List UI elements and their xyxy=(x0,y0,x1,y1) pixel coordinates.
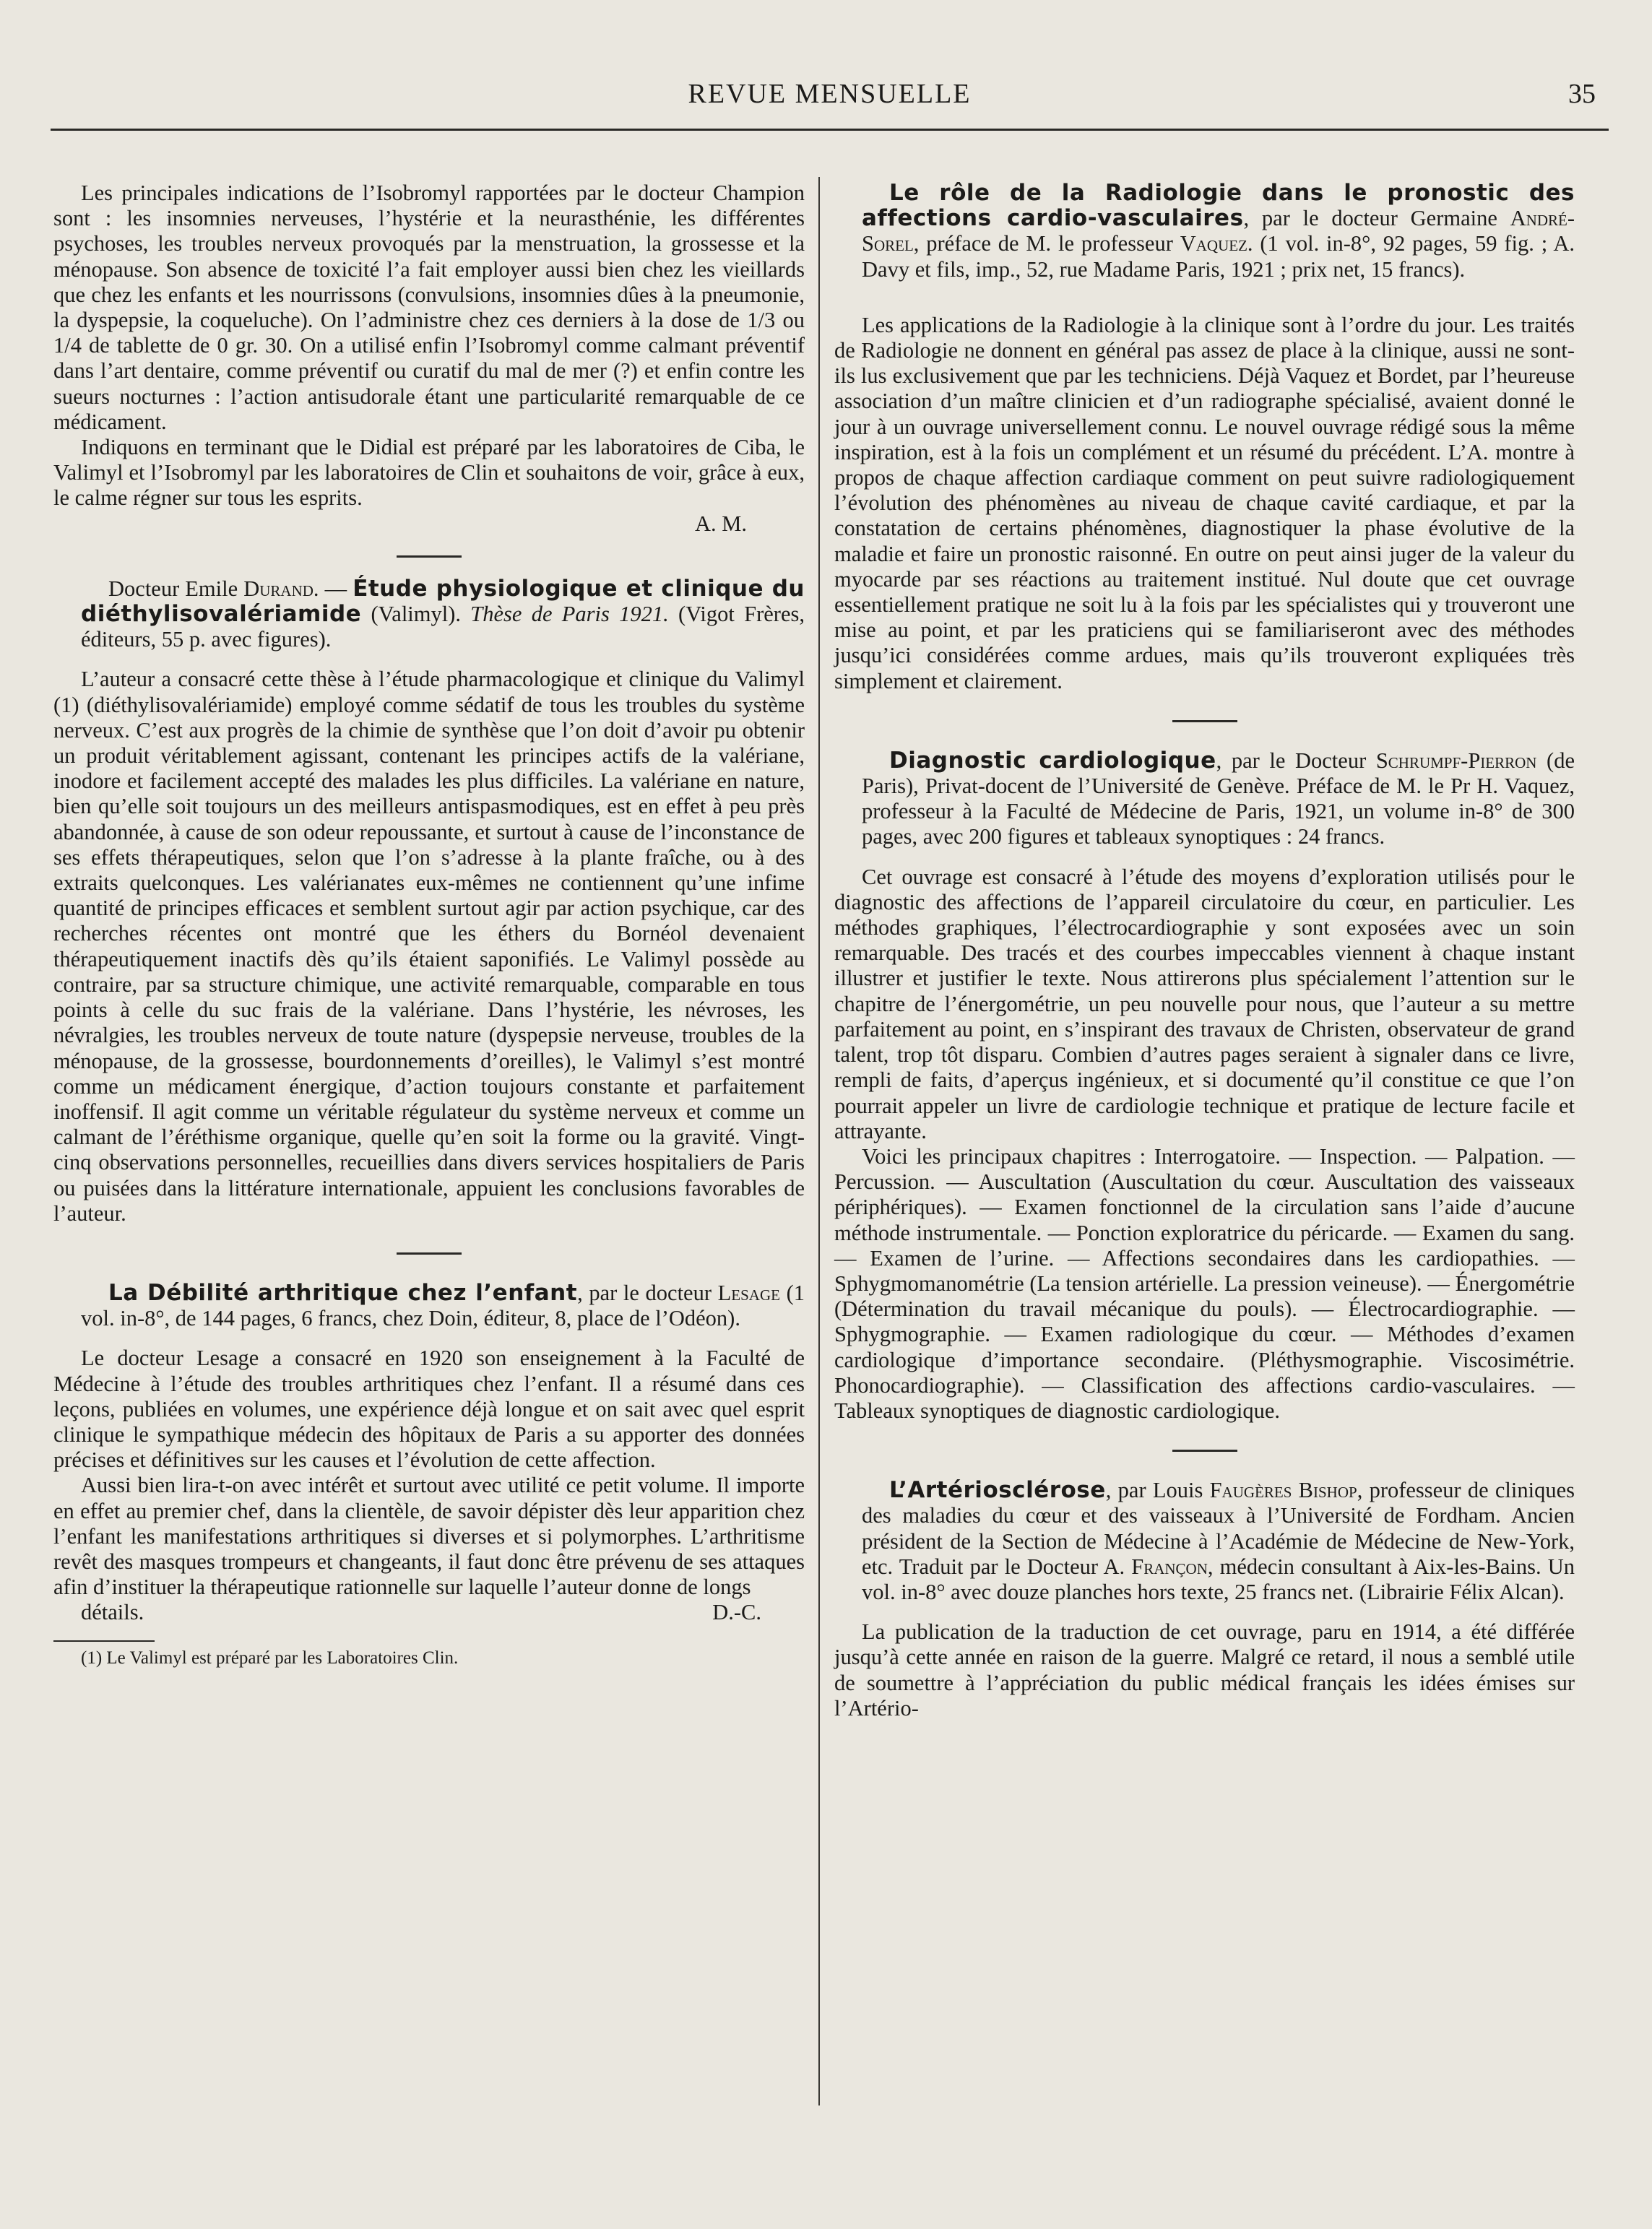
review-title: Diagnostic cardiologique xyxy=(889,747,1216,774)
header-rule xyxy=(51,129,1609,131)
author-name: André-Sorel xyxy=(862,206,1575,256)
author-name: Schrumpf-Pierron xyxy=(1375,748,1537,773)
section-separator xyxy=(397,555,462,558)
review-body-arteriosclerose: La publication de la traduction de cet ouvrage, paru en 1914, a été différée jusqu’à cette année en raison de la guerre. Malgré ce retard, il nous a semblé utile de soumettre à l’appréciation du public médical français les idées émises sur l’Artério- xyxy=(834,1619,1575,1721)
running-head xyxy=(51,78,1609,121)
section-separator xyxy=(1172,1450,1237,1452)
right-column xyxy=(834,181,1575,1721)
review-title: Le rôle de la Radiologie dans le pronostic des affections cardio-vasculaires xyxy=(862,180,1575,232)
review-body-durand: L’auteur a consacré cette thèse à l’étude pharmacologique et clinique du Valimyl (1) (diéthylisovalériamide) employé comme sédatif de tous les troubles du système nerveux. C’est aux progrès de la chimie de synthèse que l’on doit d’avoir pu obtenir un produit véritablement agissant, contenant les principes actifs de la valériane, inodore et facilement accepté des malades les plus difficiles. La valériane en nature, bien qu’elle soit toujours un des meilleurs antispasmodiques, est en effet à peu près abandonnée, à cause de son odeur repoussante, et surtout à cause de l’inconstance de ses effets thérapeutiques, selon que l’on s’adresse à la plante fraîche, ou à des extraits quelconques. Les valérianates eux-mêmes ne contiennent qu’une infime quantité de principes efficaces et semblent surtout agir par action psychique, car des recherches récentes ont montré que les éthers du Bornéol devenaient thérapeutiquement inactifs dès qu’ils étaient saponifiés. Le Valimyl possède au contraire, par sa structure chimique, une activité remarquable, comparable en tous points à celle du suc frais de la valériane. Dans l’hystérie, les névroses, les névralgies, les troubles nerveux de toute nature (dyspepsie nerveuse, troubles de la ménopause, de la grossesse, bourdonnements d’oreilles), le Valimyl s’est montré comme un médicament énergique, d’action toujours constante et parfaitement inoffensif. Il agit comme un véritable régulateur du système nerveux et comme un calmant de l’éréthisme organique, quelle qu’en soit la forme ou la gravité. Vingt-cinq observations personnelles, recueillies dans divers services hospitaliers de Paris ou puisées dans la littérature internationale, appuient les conclusions favorables de l’auteur. xyxy=(53,667,805,1226)
page-number: 35 xyxy=(1568,79,1596,109)
review-heading-durand: Docteur Emile Durand. — Étude physiologique et clinique du diéthylisovalériamide (Valimyl). Thèse de Paris 1921. (Vigot Frères, éditeurs, 55 p. avec figures). xyxy=(81,575,805,652)
review-signature: D.-C. xyxy=(712,1600,761,1625)
review-body-lesage-2: Aussi bien lira-t-on avec intérêt et surtout avec utilité ce petit volume. Il importe en effet au premier chef, dans la clientèle, de savoir dépister dès leur apparition chez l’enfant les manifestations arthritiques si diverses et si polymorphes. L’arthritisme revêt des masques trompeurs et changeants, il faut donc être prévenu de ses attaques afin d’instituer la thérapeutique rationnelle sur laquelle l’auteur donne de longs xyxy=(53,1473,805,1600)
intro-paragraph-2: Indiquons en terminant que le Didial est préparé par les laboratoires de Ciba, le Valimyl et l’Isobromyl par les laboratoires de Clin et souhaitons de voir, grâce à eux, le calme régner sur tous les esprits. xyxy=(53,435,805,511)
review-heading-arteriosclerose: L’Artériosclérose, par Louis Faugères Bishop, professeur de cliniques des maladies du cœur et des vaisseaux à l’Université de Fordham. Ancien président de la Section de Médecine à l’Académie de Médecine de New-York, etc. Traduit par le Docteur A. Françon, médecin consultant à Aix-les-Bains. Un vol. in-8° avec douze planches hors texte, 25 francs net. (Librairie Félix Alcan). xyxy=(862,1477,1575,1604)
review-closing-line: détails. D.-C. xyxy=(53,1600,805,1625)
column-divider xyxy=(818,177,820,2105)
review-body-diagnostic-2: Voici les principaux chapitres : Interrogatoire. — Inspection. — Palpation. — Percussion. — Auscultation (Auscultation du cœur. Auscultation des vaisseaux périphériques). — Examen fonctionnel de la circulation sans l’aide d’aucune méthode instrumentale. — Ponction exploratrice du péricarde. — Examen du sang. — Examen de l’urine. — Affections secondaires dans les cardiopathies. — Sphygmomanométrie (La tension artérielle. La pression veineuse). — Énergométrie (Détermination du travail mécanique du pouls). — Électrocardiographie. — Sphygmographie. — Examen radiologique du cœur. — Méthodes d’examen cardiologique d’importance secondaire. (Pléthysmographie. Viscosimétrie. Phonocardiographie). — Classification des affections cardio-vasculaires. — Tableaux synoptiques de diagnostic cardiologique. xyxy=(834,1143,1575,1423)
intro-paragraph-1: Les principales indications de l’Isobromyl rapportées par le docteur Champion sont : les insomnies nerveuses, l’hystérie et la neurasthénie, les différentes psychoses, les troubles nerveux provoqués par la menstruation, la grossesse et la ménopause. Son absence de toxicité l’a fait employer aussi bien chez les vieillards que chez les enfants et les nourrissons (convulsions, insomnies dûes à la pneumonie, la dyspepsie, la coqueluche). On l’administre chez ces derniers à la dose de 1/3 ou 1/4 de tablette de 0 gr. 30. On a utilisé enfin l’Isobromyl comme calmant préventif dans l’art dentaire, comme préventif ou curatif du mal de mer (?) et enfin contre les sueurs nocturnes : l’action antisudorale étant une particularité remarquable de ce médicament. xyxy=(53,181,805,434)
intro-signature: A. M. xyxy=(694,511,747,536)
author-name: Lesage xyxy=(717,1280,780,1305)
review-body-lesage-1: Le docteur Lesage a consacré en 1920 son enseignement à la Faculté de Médecine à l’étude des troubles arthritiques chez l’enfant. Il a résumé dans ces leçons, publiées en volumes, une expérience déjà longue et on sait avec quel esprit clinique le sympathique médecin des hôpitaux de Paris a su apporter des données précises et définitives sur les causes et l’évolution de cette affection. xyxy=(53,1346,805,1473)
review-title: Étude physiologique et clinique du diéthylisovalériamide xyxy=(81,575,805,628)
left-column xyxy=(53,181,805,1669)
author-name: Durand xyxy=(243,576,313,601)
review-heading-radiologie: Le rôle de la Radiologie dans le pronostic des affections cardio-vasculaires, par le docteur Germaine André-Sorel, préface de M. le professeur Vaquez. (1 vol. in-8°, 92 pages, 59 fig. ; A. Davy et fils, imp., 52, rue Madame Paris, 1921 ; prix net, 15 francs). xyxy=(862,180,1575,282)
review-body-diagnostic-1: Cet ouvrage est consacré à l’étude des moyens d’exploration utilisés pour le diagnostic des affections de l’appareil circulatoire du cœur, en particulier. Les méthodes graphiques, l’électrocardiographie y sont exposées avec un soin remarquable. Des tracés et des courbes impeccables viennent à chaque instant illustrer et justifier le texte. Nous attirerons plus spécialement l’attention sur le chapitre de l’énergométrie, un peu nouvelle pour nous, que l’auteur a su mettre parfaitement au point, en s’inspirant des travaux de Christen, observateur de grand talent, trop tôt disparu. Combien d’autres pages seraient à signaler dans ce livre, rempli de faits, d’aperçus ingénieux, et si documenté qu’il constitue ce que l’on pourrait appeler un livre de cardiologie technique et pratique de lecture facile et attrayante. xyxy=(834,864,1575,1143)
review-body-radiologie: Les applications de la Radiologie à la clinique sont à l’ordre du jour. Les traités de Radiologie ne donnent en général pas assez de place à la clinique, aussi ne sont-ils lus exclusivement que par les techniciens. Déjà Vaquez et Bordet, par l’heureuse association d’un maître clinicien et d’un radiographe spécialisé, avaient donné le jour à un ouvrage universellement connu. Le nouvel ouvrage rédigé sous la même inspiration, est à la fois un complément et un résumé du précédent. L’A. montre à propos de chaque affection cardiaque comment on peut suivre radiologiquement l’évolution des phénomènes au niveau de chaque cavité cardiaque, et par la constatation de certains phénomènes, diagnostiquer la phase évolutive de la maladie et faire un pronostic raisonné. En outre on peut ainsi juger de la valeur du myocarde par ses réactions au traitement institué. Nul doute que cet ouvrage essentiellement pratique ne soit lu à la fois par les spécialistes qui y trouveront une mise au point, et par les praticiens qui se familiariseront avec des méthodes jusqu’ici considérées comme ardues, mais qu’ils trouveront expliquées très simplement et clairement. xyxy=(834,312,1575,693)
section-separator xyxy=(397,1252,462,1255)
footnote: (1) Le Valimyl est préparé par les Laboratoires Clin. xyxy=(81,1648,459,1668)
footnote-rule xyxy=(53,1640,155,1642)
author-name: Faugères Bishop xyxy=(1209,1478,1357,1503)
review-heading-diagnostic: Diagnostic cardiologique, par le Docteur Schrumpf-Pierron (de Paris), Privat-docent de l’Université de Genève. Préface de M. le Pr H. Vaquez, professeur à la Faculté de Médecine de Paris, 1921, un volume in-8° de 300 pages, avec 200 figures et tableaux synoptiques : 24 francs. xyxy=(862,747,1575,849)
thesis-citation: Thèse de Paris 1921. xyxy=(470,602,669,627)
review-heading-lesage: La Débilité arthritique chez l’enfant, par le docteur Lesage (1 vol. in-8°, de 144 pages, 6 francs, chez Doin, éditeur, 8, place de l’Odéon). xyxy=(81,1279,805,1331)
translator-name: Françon xyxy=(1131,1554,1208,1579)
review-title: La Débilité arthritique chez l’enfant xyxy=(108,1279,578,1306)
journal-title: REVUE MENSUELLE xyxy=(688,79,972,109)
review-title: L’Artériosclérose xyxy=(889,1477,1106,1504)
section-separator xyxy=(1172,720,1237,722)
